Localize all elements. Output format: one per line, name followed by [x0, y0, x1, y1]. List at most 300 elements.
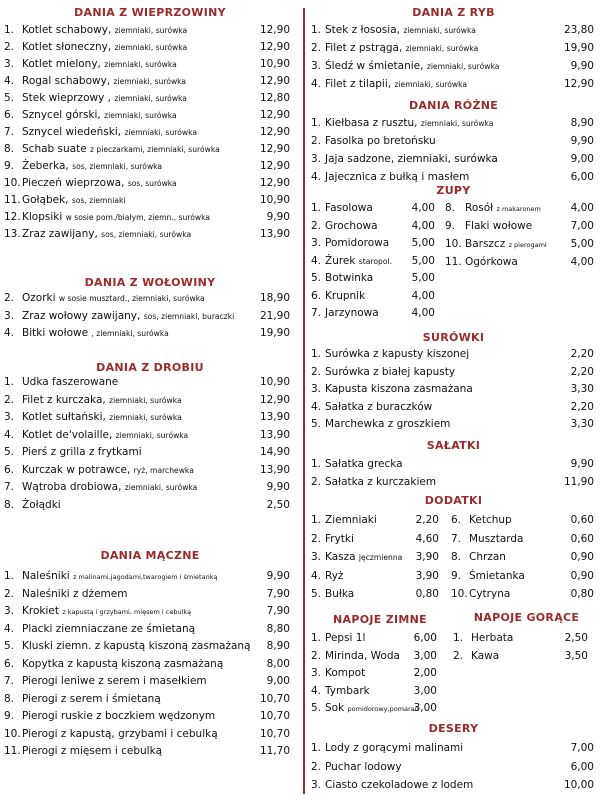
menu-item: [307, 381, 600, 397]
item-number: 4.: [311, 569, 322, 582]
menu-item: [0, 124, 300, 140]
item-title: Frytki: [325, 532, 354, 545]
item-description: ziemniaki, surówka: [114, 26, 188, 35]
menu-item: [307, 740, 600, 756]
menu-item: [307, 305, 439, 321]
item-name: [471, 648, 499, 664]
item-price: 5,00: [411, 254, 435, 267]
item-number: 4.: [311, 684, 322, 697]
item-name: [325, 759, 402, 775]
item-price: 10,00: [563, 779, 594, 791]
item-name: [22, 444, 142, 460]
menu-item: [0, 638, 300, 654]
item-name: [469, 549, 506, 565]
menu-item: [307, 151, 600, 167]
item-title: Stek wieprzowy ,: [22, 92, 112, 104]
item-price: 9,90: [570, 135, 594, 147]
item-description: ziemniaki, surówka: [109, 413, 182, 422]
menu-item: [307, 22, 600, 38]
item-number: 1.: [4, 570, 15, 582]
menu-item: [307, 76, 600, 92]
item-description: ryż, marchewka: [133, 465, 194, 475]
item-price: 7,90: [266, 587, 290, 600]
item-title: Lody z gorącymi malinami: [325, 742, 464, 754]
item-name: [325, 200, 373, 216]
item-description: , ziemniaki, surówka: [91, 329, 169, 338]
item-price: 7,00: [570, 742, 594, 754]
item-number: 10.: [451, 588, 468, 600]
item-description: z malinami,jagodami,twarogiem i śmietanką: [73, 573, 218, 581]
item-price: 13,90: [259, 228, 290, 240]
item-title: Kapusta kiszona zasmażana: [325, 383, 473, 395]
item-title: Jajecznica z bułką i masłem: [325, 171, 470, 183]
item-name: [22, 325, 169, 342]
item-price: 13,90: [259, 463, 290, 476]
menu-item: [0, 656, 300, 672]
menu-item: [307, 648, 443, 664]
item-name: [325, 305, 379, 321]
item-price: 12,90: [259, 177, 290, 189]
item-name: [22, 192, 126, 209]
item-number: 11.: [4, 745, 21, 757]
item-title: Sałatka z kurczakiem: [325, 475, 437, 488]
menu-item: [0, 175, 300, 191]
item-name: [22, 691, 161, 707]
item-description: ziemniaki, surówka: [114, 94, 187, 103]
item-name: [22, 107, 177, 124]
item-name: [325, 133, 436, 149]
item-number: 1.: [311, 24, 322, 36]
item-title: Klopsiki: [22, 211, 63, 223]
menu-item: [0, 308, 300, 324]
item-number: 2.: [311, 42, 322, 54]
section-title: DODATKI: [424, 494, 483, 507]
item-name: [325, 288, 365, 304]
item-number: 5.: [311, 272, 322, 284]
item-price: 0,90: [570, 551, 594, 563]
item-name: [22, 656, 223, 672]
item-price: 11,70: [259, 745, 290, 757]
item-title: Rogal schabowy,: [22, 75, 111, 87]
item-number: 1.: [311, 202, 322, 214]
item-number: 1.: [311, 742, 322, 754]
item-title: Tymbark: [325, 684, 370, 697]
item-description: sos, surówka: [127, 179, 177, 188]
item-price: 5,00: [570, 238, 594, 250]
item-name: [325, 740, 463, 756]
menu-item: [307, 549, 443, 565]
menu-item: [447, 531, 600, 547]
item-title: Cytryna: [469, 588, 511, 600]
item-number: 2.: [4, 41, 15, 53]
item-price: 9,90: [570, 458, 594, 470]
item-name: [325, 416, 450, 432]
item-number: 6.: [451, 514, 462, 526]
item-number: 5.: [311, 418, 322, 430]
section-title: NAPOJE GORĄCE: [473, 611, 580, 624]
item-title: Kotlet sułtański,: [22, 411, 106, 423]
item-number: 6.: [311, 289, 322, 302]
item-number: 1.: [311, 348, 322, 360]
item-name: [325, 474, 436, 490]
item-description: ziemniaki, surówka: [104, 111, 177, 120]
item-title: Kiełbasa z rusztu,: [325, 117, 418, 129]
item-title: Placki ziemniaczane ze śmietaną: [22, 622, 196, 635]
item-number: 9.: [4, 160, 15, 172]
menu-item: [307, 456, 600, 472]
item-number: 4.: [311, 254, 322, 267]
menu-item: [307, 586, 443, 602]
item-name: [325, 777, 473, 793]
item-name: [325, 456, 403, 472]
menu-item: [447, 512, 600, 528]
item-name: [325, 22, 476, 39]
item-title: Rosół: [465, 202, 494, 214]
menu-item: [0, 462, 300, 478]
item-title: Fasolowa: [325, 202, 373, 214]
item-title: Grochowa: [325, 219, 378, 232]
item-name: [325, 586, 354, 602]
item-price: 6,00: [570, 760, 594, 773]
item-number: 4.: [311, 171, 322, 183]
item-number: 12.: [4, 211, 21, 223]
item-name: [325, 648, 400, 664]
section-title: DANIA Z DROBIU: [96, 361, 204, 374]
item-number: 4.: [311, 78, 322, 90]
item-description: ziemniaki, surówka: [420, 119, 494, 128]
item-name: [325, 346, 469, 362]
item-title: Schab suate: [22, 143, 87, 155]
item-title: Jarzynowa: [325, 307, 379, 319]
menu-item: [307, 399, 600, 415]
item-name: [469, 586, 510, 602]
menu-item: [441, 218, 600, 234]
item-title: Botwinka: [325, 272, 374, 284]
menu-item: [441, 254, 600, 270]
menu-item: [0, 107, 300, 123]
item-number: 6.: [4, 109, 15, 121]
item-name: [325, 399, 432, 415]
item-name: [325, 218, 378, 234]
menu-item: [307, 218, 439, 234]
item-title: Śmietanka: [469, 569, 525, 582]
item-title: Kopytka z kapustą kiszoną zasmażaną: [22, 657, 224, 670]
item-price: 8,90: [570, 117, 594, 129]
item-description: ziemniaki, surówka: [104, 60, 177, 69]
item-price: 0,80: [570, 588, 594, 600]
item-price: 19,90: [259, 327, 290, 339]
item-description: ziemniaki, surówka: [109, 395, 182, 405]
item-price: 4,00: [411, 307, 435, 319]
item-description: z pierogami: [508, 241, 547, 249]
menu-item: [0, 586, 300, 602]
item-number: 2.: [311, 219, 322, 232]
column-divider: [303, 8, 305, 794]
item-title: Kawa: [471, 650, 500, 662]
item-name: [325, 253, 392, 270]
item-number: 1.: [4, 376, 15, 388]
item-title: Barszcz: [465, 238, 506, 250]
item-description: pomidorowy,pomarań: [347, 705, 419, 713]
menu-item: [307, 777, 600, 793]
item-price: 4,00: [570, 202, 594, 214]
item-number: 8.: [451, 551, 462, 563]
item-price: 8,00: [266, 657, 290, 670]
item-number: 4.: [4, 327, 15, 339]
item-description: w sosie musztard., ziemniaki, surówka: [58, 294, 205, 303]
menu-item: [0, 73, 300, 89]
section-title: DANIA Z WOŁOWINY: [84, 276, 216, 289]
item-name: [22, 586, 127, 602]
item-title: Kotlet mielony,: [22, 58, 101, 70]
item-name: [469, 531, 523, 547]
item-title: Surówka z kapusty kiszonej: [325, 348, 470, 360]
item-price: 12,90: [259, 160, 290, 172]
item-name: [325, 665, 365, 681]
item-price: 10,70: [259, 727, 290, 740]
item-number: 3.: [311, 551, 322, 563]
section-title: DESERY: [428, 722, 479, 735]
item-name: [22, 175, 177, 192]
item-number: 2.: [4, 393, 15, 406]
item-price: 14,90: [259, 446, 290, 458]
item-price: 0,80: [415, 588, 439, 600]
item-title: Pierogi leniwe z serem i masełkiem: [22, 675, 207, 687]
item-number: 10.: [4, 727, 21, 740]
item-price: 9,90: [570, 60, 594, 72]
item-name: [465, 200, 541, 217]
item-price: 3,00: [413, 684, 437, 697]
item-number: 9.: [445, 220, 456, 232]
item-title: Ciasto czekoladowe z lodem: [325, 779, 474, 791]
item-number: 11.: [4, 194, 21, 206]
item-name: [22, 673, 207, 689]
item-price: 3,90: [415, 551, 439, 563]
item-price: 10,70: [259, 692, 290, 705]
menu-item: [307, 683, 443, 699]
item-title: Marchewka z groszkiem: [325, 418, 451, 430]
item-price: 2,00: [413, 667, 437, 679]
item-name: [465, 236, 547, 253]
item-name: [22, 726, 218, 742]
item-title: Pieczeń wieprzowa,: [22, 177, 125, 189]
item-number: 3.: [4, 58, 15, 70]
item-number: 6.: [4, 657, 15, 670]
item-price: 2,50: [266, 498, 290, 511]
item-description: z makaronem: [496, 205, 541, 213]
item-name: [22, 56, 177, 73]
menu-item: [307, 665, 443, 681]
item-title: Filet z tilapii,: [325, 78, 392, 90]
menu-item: [0, 90, 300, 106]
item-number: 2.: [311, 135, 322, 147]
section-title: DANIA Z WIEPRZOWINY: [74, 6, 226, 19]
item-description: ziemniaki, surówka: [124, 483, 198, 492]
section-title: DANIA Z RYB: [412, 6, 495, 19]
item-title: Kasza: [325, 551, 356, 563]
item-price: 12,90: [563, 78, 594, 90]
item-number: 3.: [311, 60, 322, 72]
item-title: Wątroba drobiowa,: [22, 481, 122, 493]
item-price: 9,00: [266, 675, 290, 687]
item-title: Pepsi 1l: [325, 632, 366, 644]
section-title: SURÓWKI: [422, 331, 485, 344]
item-title: Flaki wołowe: [465, 220, 533, 232]
menu-item: [441, 200, 600, 216]
menu-item: [307, 512, 443, 528]
menu-item: [307, 133, 600, 149]
item-number: 3.: [311, 779, 322, 791]
item-price: 0,60: [570, 514, 594, 526]
item-price: 12,80: [259, 92, 290, 104]
item-price: 3,00: [413, 702, 437, 714]
menu-item: [0, 158, 300, 174]
item-name: [325, 115, 493, 132]
item-price: 0,60: [570, 532, 594, 545]
menu-item: [307, 288, 439, 304]
item-name: [22, 209, 210, 226]
item-price: 3,50: [564, 650, 588, 662]
item-name: [22, 141, 220, 158]
item-price: 0,90: [570, 569, 594, 582]
item-title: Zraz zawijany,: [22, 228, 98, 240]
item-description: z kapustą i grzybami, mięsem i cebulką: [62, 608, 192, 616]
item-number: 3.: [311, 667, 322, 679]
menu-item: [0, 374, 300, 390]
menu-item: [307, 531, 443, 547]
item-name: [22, 603, 191, 620]
menu-item: [0, 290, 300, 306]
item-number: 3.: [4, 411, 15, 423]
item-title: Filet z pstrąga,: [325, 42, 403, 54]
item-price: 12,90: [259, 126, 290, 138]
item-name: [22, 124, 197, 141]
section-title: SAŁATKI: [426, 439, 481, 452]
item-name: [22, 73, 186, 90]
item-description: ziemniaki, surówka: [124, 128, 198, 137]
item-number: 5.: [311, 702, 322, 714]
item-title: Jaja sadzone, ziemniaki, surówka: [325, 153, 498, 165]
item-price: 6,00: [570, 171, 594, 183]
menu-item: [307, 58, 600, 74]
item-title: Ryż: [325, 569, 344, 582]
item-title: Żurek: [325, 254, 356, 267]
item-title: Mirinda, Woda: [325, 649, 400, 662]
item-price: 5,00: [411, 272, 435, 284]
item-title: Kompot: [325, 667, 366, 679]
menu-item: [0, 209, 300, 225]
item-number: 5.: [4, 640, 15, 652]
item-name: [325, 531, 354, 547]
item-name: [22, 497, 61, 513]
item-description: jęczmienna: [358, 553, 403, 562]
item-name: [325, 630, 365, 646]
item-name: [22, 374, 118, 390]
item-price: 3,90: [415, 569, 439, 582]
section-title: NAPOJE ZIMNE: [333, 613, 427, 626]
item-name: [471, 630, 513, 646]
section-title: ZUPY: [436, 184, 471, 197]
item-number: 7.: [311, 307, 322, 319]
item-title: Krupnik: [325, 289, 366, 302]
item-title: Kluski ziemn. z kapustą kiszoną zasmażaną: [22, 640, 251, 652]
item-name: [465, 218, 532, 234]
menu-item: [0, 726, 300, 742]
menu-item: [447, 568, 600, 584]
item-number: 2.: [311, 532, 322, 545]
item-number: 2.: [4, 587, 15, 600]
item-price: 12,90: [259, 75, 290, 87]
item-price: 4,00: [411, 202, 435, 214]
menu-item: [449, 648, 600, 664]
item-price: 4,00: [570, 256, 594, 268]
item-name: [465, 254, 518, 270]
item-title: Pierogi z serem i śmietaną: [22, 692, 161, 705]
item-number: 6.: [4, 463, 15, 476]
item-name: [325, 512, 377, 528]
item-title: Pierogi z mięsem i cebulką: [22, 745, 163, 757]
item-title: Bułka: [325, 588, 355, 600]
item-description: w sosie pom./białym, ziemn., surówka: [65, 213, 211, 222]
item-price: 3,30: [570, 418, 594, 430]
item-title: Fasolka po bretońsku: [325, 135, 436, 147]
item-title: Żeberka,: [22, 160, 69, 172]
menu-item: [307, 40, 600, 56]
item-description: sos, ziemniaki, surówka: [101, 230, 192, 239]
item-name: [325, 58, 499, 75]
item-name: [22, 708, 215, 724]
menu-item: [0, 691, 300, 707]
item-number: 1.: [311, 117, 322, 129]
menu-item: [0, 621, 300, 637]
item-name: [325, 40, 478, 57]
item-name: [22, 568, 217, 585]
item-name: [325, 381, 473, 397]
menu-item: [307, 169, 600, 185]
item-title: Musztarda: [469, 532, 524, 545]
item-title: Chrzan: [469, 551, 506, 563]
item-title: Ziemniaki: [325, 514, 377, 526]
item-title: Sok: [325, 702, 345, 714]
item-number: 2.: [311, 760, 322, 773]
item-number: 7.: [451, 532, 462, 545]
item-number: 1.: [311, 632, 322, 644]
item-number: 9.: [451, 569, 462, 582]
menu-item: [307, 200, 439, 216]
menu-item: [0, 603, 300, 619]
item-name: [325, 364, 455, 380]
item-description: ziemniaki, surówka: [405, 44, 479, 53]
item-price: 12,90: [259, 24, 290, 36]
item-title: Pierogi z kapustą, grzybami i cebulką: [22, 727, 218, 740]
item-name: [22, 479, 197, 496]
menu-item: [0, 141, 300, 157]
item-price: 12,90: [259, 109, 290, 121]
item-price: 10,90: [259, 376, 290, 388]
menu-item: [307, 364, 600, 380]
section-title: DANIA RÓŻNE: [408, 99, 499, 112]
menu-item: [0, 226, 300, 242]
item-number: 10.: [445, 238, 462, 250]
item-price: 2,20: [415, 514, 439, 526]
item-number: 7.: [4, 675, 15, 687]
item-title: Udka faszerowane: [22, 376, 119, 388]
menu-item: [307, 474, 600, 490]
item-title: Pierś z grilla z frytkami: [22, 446, 142, 458]
menu-item: [441, 236, 600, 252]
menu-item: [0, 409, 300, 425]
menu-item: [447, 586, 600, 602]
